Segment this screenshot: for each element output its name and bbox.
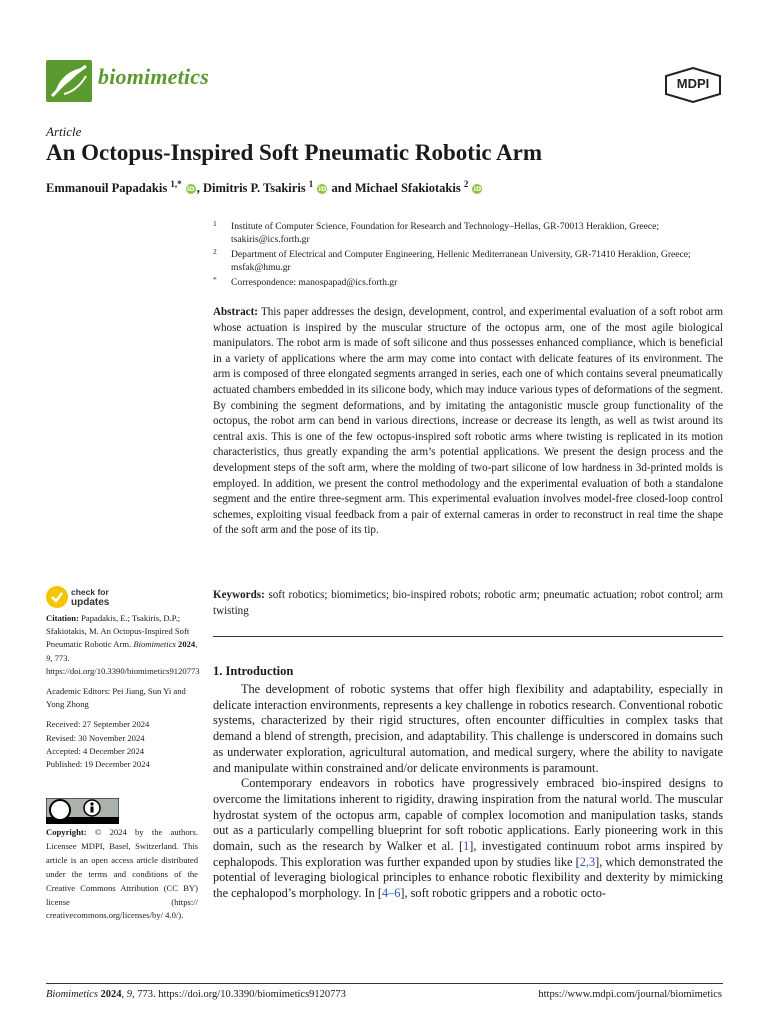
- article-title: An Octopus-Inspired Soft Pneumatic Robotic Arm: [46, 140, 543, 165]
- abstract: [213, 305, 723, 539]
- leaf-logo-icon: [46, 60, 92, 102]
- author-name[interactable]: Emmanouil Papadakis: [46, 181, 168, 196]
- intro-paragraph: The development of robotic systems that offer high flexibility and adaptability, especially in delicate interaction environments, represents a key challenge in robotics research. Conventional robotic systems, characterized by their rigid structures, often encounter difficulties in complex tasks that demand a blend of strength, precision, and adaptability. This challenge is underscored in domains such as underwater exploration, agricultural automation, and medical surgery, where the ability to navigate and manipulate within constrained and/or delicate environments is paramount.: [213, 682, 723, 775]
- paragraph-text: ], soft robotic grippers and a robotic octo-: [400, 886, 606, 901]
- citation-volume: 9: [46, 652, 51, 663]
- check-updates-icon: [46, 586, 68, 608]
- abstract-label: Abstract:: [213, 306, 258, 318]
- paragraph-text: ], investigated continuum robot arms inspired by cephalopods. This exploration was further expanded upon by studies like [: [213, 839, 723, 869]
- paragraph-text: Contemporary endeavors in robotics have progressively embraced bio-inspired designs to overcome the limitations inherent to rigidity, drawing inspiration from the natural world. The muscular hydrostat system of the octopus arm, capable of complex locomotion and manipulation tasks, stands out as a particularly compelling blueprint for soft robotic applications. Early pioneering work in this domain, such as the research by Walker et al. [: [213, 776, 723, 854]
- copyright-text: © 2024 by the authors. Licensee MDPI, Basel, Switzerland. This article is an open access article distributed under the terms and conditions of the Creative Commons Attribution (CC BY) license (https:// creativecommons.org/licenses/by/ 4.0/).: [46, 827, 198, 921]
- author-list: [46, 179, 483, 196]
- orcid-icon[interactable]: iD: [186, 185, 195, 194]
- copyright-notice: [46, 826, 198, 923]
- journal-name[interactable]: biomimetics: [98, 64, 209, 89]
- article-type: Article: [46, 124, 82, 139]
- citation-text: Papadakis, E.; Tsakiris, D.P.; Sfakiotakis, M. An Octopus-Inspired Soft Pneumatic Robotic Arm.: [46, 613, 190, 650]
- affiliation-item: [213, 248, 723, 274]
- author-separator: and: [328, 181, 355, 196]
- received-date: Received: 27 September 2024: [46, 719, 150, 730]
- affiliation-mark: *: [213, 275, 217, 284]
- check-updates-label: [71, 587, 109, 608]
- orcid-icon[interactable]: iD: [318, 185, 327, 194]
- footer-year: 2024: [100, 989, 122, 1000]
- affiliation-item: [213, 276, 723, 289]
- history-dates: [46, 718, 198, 771]
- intro-paragraph: [213, 776, 723, 902]
- keywords-label: Keywords:: [213, 589, 265, 601]
- editors-names: Pei Jiang, Sun Yi and Yong Zhong: [46, 686, 186, 710]
- academic-editors: [46, 685, 198, 711]
- section-heading: 1. Introduction: [213, 664, 294, 678]
- published-date: Published: 19 December 2024: [46, 759, 150, 770]
- footer-divider: [46, 983, 723, 984]
- copyright-label: Copyright:: [46, 827, 87, 837]
- publisher-label: MDPI: [676, 76, 710, 91]
- revised-date: Revised: 30 November 2024: [46, 732, 145, 743]
- check-updates-line1: check for: [71, 587, 109, 597]
- affiliation-text: Department of Electrical and Computer Engineering, Hellenic Mediterranean University, GR-71410 Heraklion, Greece; msfak@hmu.gr: [231, 249, 691, 273]
- orcid-icon[interactable]: iD: [473, 185, 482, 194]
- footer-citation: Biomimetics 2024, 9, 773. https://doi.org/10.3390/biomimetics9120773: [46, 989, 346, 1000]
- citation-block: Citation: Papadakis, E.; Tsakiris, D.P.; Sfakiotakis, M. An Octopus-Inspired Soft Pneumatic Robotic Arm. Biomimetics 2024, 9, 773. https://doi.org/10.3390/biomimetics9120773: [46, 613, 200, 676]
- citation-label: Citation:: [46, 613, 79, 623]
- correspondence-text: Correspondence: manospapad@ics.forth.gr: [231, 277, 398, 288]
- citation-link[interactable]: 1: [463, 839, 470, 854]
- citation-doi[interactable]: , 773. https://doi.org/10.3390/biomimetics9120773: [46, 652, 200, 676]
- intro-body: [213, 682, 723, 902]
- footer-journal: Biomimetics: [46, 989, 98, 1000]
- affiliation-mark: 1: [213, 219, 217, 228]
- keywords-text: soft robotics; biomimetics; bio-inspired robots; robotic arm; pneumatic actuation; robot control; arm twisting: [213, 589, 723, 617]
- affiliation-mark: 2: [213, 247, 217, 256]
- article-info-sidebar: [46, 612, 198, 778]
- citation-link[interactable]: 2,3: [579, 854, 596, 869]
- author-affiliation-mark: 2: [463, 179, 469, 189]
- check-updates-line2: updates: [71, 597, 110, 608]
- editors-label: Academic Editors:: [46, 686, 111, 697]
- author-separator: ,: [196, 181, 203, 196]
- citation-journal: Biomimetics: [133, 639, 176, 650]
- keywords: [213, 588, 723, 619]
- footer-journal-url[interactable]: https://www.mdpi.com/journal/biomimetics: [538, 989, 722, 1000]
- paragraph-text: ], which demonstrated the potential of leveraging biological principles to enhance robotic flexibility and dexterity by mimicking the cephalopod’s morphology. In [: [213, 854, 723, 901]
- footer-volume: 9: [126, 989, 133, 1000]
- citation-year: 2024: [178, 639, 196, 650]
- abstract-text: This paper addresses the design, development, control, and experimental evaluation of a soft robot arm whose actuation is inspired by the muscular structure of the octopus arm, one of the most agile biological manipulators. The robot arm is made of soft silicone and thus possesses enhanced compliance, which is beneficial in a variety of applications where the arm may come into contact with delicate features of its environment. The arm is composed of three elongated segments arranged in series, each one of which contains several pneumatically actuated chambers embedded in its silicone body, which may induce various types of deformations of the segment. By combining the segment deformations, and by imitating the antagonistic muscle group functionality of the octopus, the robot arm can bend in various directions, increase or decrease its length, as well as twist around its central axis. This is one of the few octopus-inspired soft robotic arms where twisting is replicated in its motion characteristics, thus greatly expanding the arm’s potential applications. We present the design process and the development steps of the soft arm, where the molding of two-part silicone of low hardness in 3d-printed molds is employed. In addition, we present the control methodology and the experimental evaluation of both a standalone segment and the entire three-segment arm. This experimental evaluation involves model-free closed-loop control schemes, exploiting visual feedback from a pair of external cameras in order to reconstruct in real time the shape of the soft arm and the pose of its tip.: [213, 306, 724, 537]
- check-updates-button[interactable]: [46, 586, 166, 610]
- cc-by-icon[interactable]: [46, 798, 119, 824]
- affiliation-text: Institute of Computer Science, Foundation for Research and Technology–Hellas, GR-70013 Heraklion, Greece; tsakiris@ics.forth.gr: [231, 221, 660, 245]
- affiliation-item: [213, 220, 723, 246]
- affiliations: [213, 220, 723, 291]
- citation-link[interactable]: 4–6: [381, 886, 401, 901]
- author-name[interactable]: Dimitris P. Tsakiris: [202, 181, 306, 196]
- author-affiliation-mark: 1,*: [170, 179, 182, 189]
- author-name[interactable]: Michael Sfakiotakis: [354, 181, 461, 196]
- author-affiliation-mark: 1: [308, 179, 314, 189]
- accepted-date: Accepted: 4 December 2024: [46, 745, 145, 756]
- section-divider: [213, 636, 723, 637]
- footer-doi[interactable]: , 773. https://doi.org/10.3390/biomimetics9120773: [132, 989, 346, 1000]
